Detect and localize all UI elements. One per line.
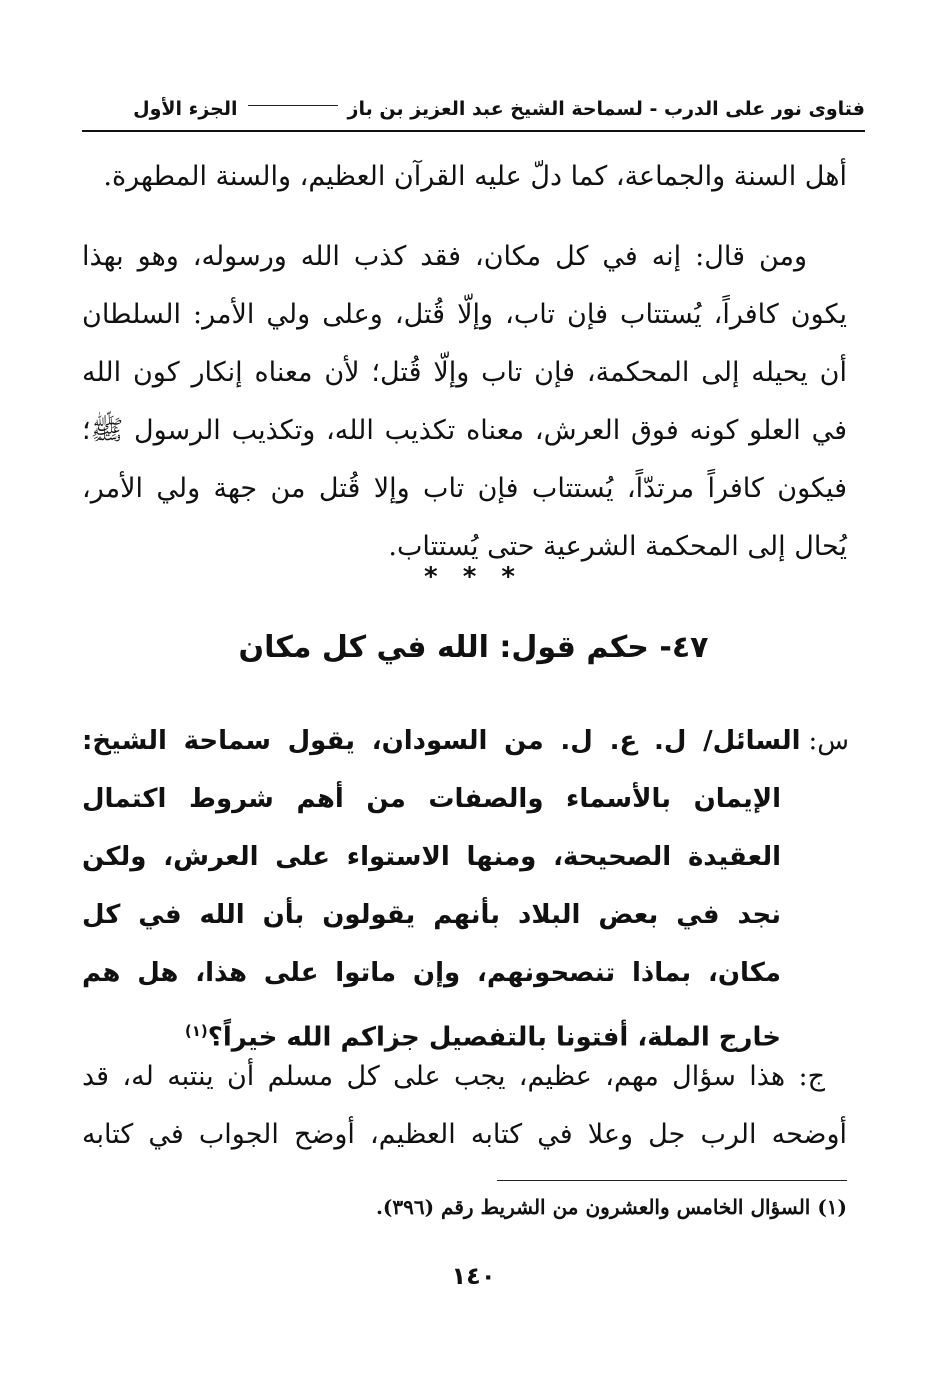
question-text: الإيمان بالأسماء والصفات من أهم شروط اكتمال العقيدة الصحيحة، ومنها الاستواء على العرش، ولكن نجد في بعض البلاد بأنهم يقولون بأن الله في كل مكان، بماذا تنصحونهم، وإن ماتوا على هذا، هل هم خارج الملة، أفتونا بالتفصيل جزاكم الله خيراً؟ — [82, 784, 781, 1053]
footnote-reference: (١) — [184, 1022, 208, 1040]
book-title: فتاوى نور على الدرب - لسماحة الشيخ عبد العزيز بن باز — [347, 98, 865, 120]
section-separator: * * * — [424, 562, 523, 592]
question-label: س: — [808, 726, 849, 756]
running-header — [82, 92, 865, 126]
volume-label: الجزء الأول — [133, 98, 238, 120]
footnote: (١) السؤال الخامس والعشرون من الشريط رقم (٣٩٦). — [375, 1195, 847, 1219]
page-number: ١٤٠ — [451, 1262, 496, 1290]
question-body — [82, 770, 781, 1067]
paragraph-main: ومن قال: إنه في كل مكان، فقد كذب الله ورسوله، وهو بهذا يكون كافراً، يُستتاب فإن تاب، وإلّا قُتل، وعلى ولي الأمر: السلطان أن يحيله إلى المحكمة، فإن تاب وإلّا قُتل؛ لأن معناه إنكار كون الله في العلو كونه فوق العرش، معناه تكذيب الله، وتكذيب الرسول ﷺ؛ فيكون كافراً مرتدّاً، يُستتاب فإن تاب وإلا قُتل من جهة ولي الأمر، يُحال إلى المحكمة الشرعية حتى يُستتاب. — [82, 241, 847, 562]
question-block — [82, 712, 849, 1067]
section-title: ٤٧- حكم قول: الله في كل مكان — [238, 630, 709, 665]
answer-paragraph: ج: هذا سؤال مهم، عظيم، يجب على كل مسلم أن ينتبه له، قد أوضحه الرب جل وعلا في كتابه العظيم، أوضح الجواب في كتابه — [82, 1061, 847, 1150]
header-dash-rule — [248, 105, 338, 106]
question-first-line: السائل/ ل. ع. ل. من السودان، يقول سماحة الشيخ: — [82, 726, 801, 756]
footnote-divider — [497, 1180, 847, 1181]
header-divider — [82, 130, 865, 132]
paragraph-continued: أهل السنة والجماعة، كما دلّ عليه القرآن العظيم، والسنة المطهرة. — [103, 161, 847, 192]
